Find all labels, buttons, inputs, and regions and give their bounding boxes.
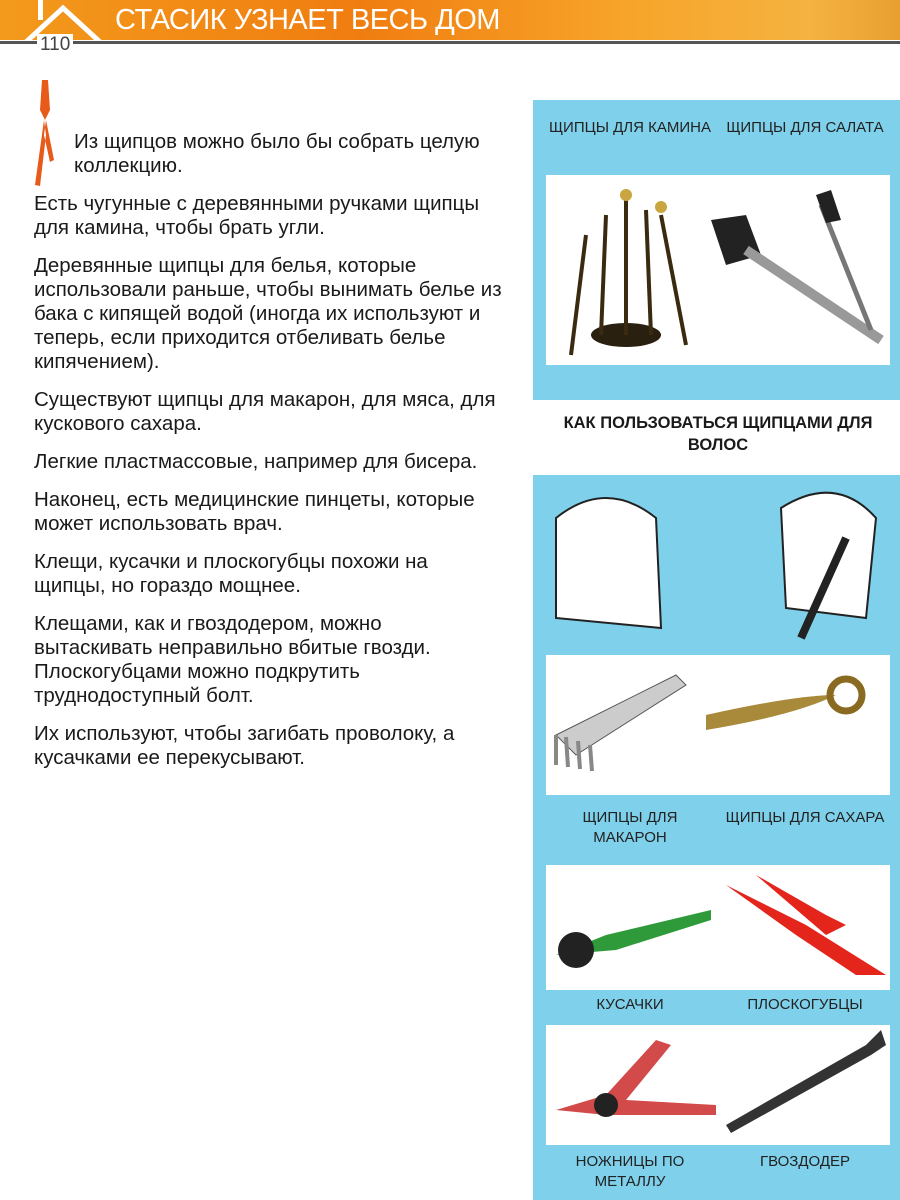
paragraph: Из щипцов можно было бы собрать целую коллекцию. <box>74 130 480 177</box>
shears-crowbar-illustration <box>546 1025 890 1145</box>
label-sugar-tongs: ЩИПЦЫ ДЛЯ САХАРА <box>725 809 885 826</box>
image-fireplace-salad-tongs <box>546 175 890 365</box>
paragraph: Их используют, чтобы загибать проволоку, а кусачками ее перекусывают. <box>34 722 455 769</box>
page-number: 110 <box>37 34 73 56</box>
hair-illustration <box>546 478 890 648</box>
label-pasta-tongs: ЩИПЦЫ ДЛЯ МАКАРОН <box>582 809 678 846</box>
image-hair-tongs <box>546 478 890 648</box>
paragraph: Деревянные щипцы для белья, которые использовали раньше, чтобы вынимать белье из бака с кипящей водой (иногда их используют и теперь, если приходится отбеливать белье кипячением). <box>34 254 502 373</box>
image-shears-crowbar <box>546 1025 890 1145</box>
paragraph: Клещами, как и гвоздодером, можно вытаскивать неправильно вбитые гвозди. Плоскогубцами можно подкрутить труднодоступный болт. <box>34 612 431 707</box>
label-cutters: КУСАЧКИ <box>596 996 664 1013</box>
label-metal-shears: НОЖНИЦЫ ПО МЕТАЛЛУ <box>575 1153 685 1190</box>
label-pliers: ПЛОСКОГУБЦЫ <box>747 996 863 1013</box>
chapter-title: СТАСИК УЗНАЕТ ВЕСЬ ДОМ <box>115 4 500 36</box>
image-pasta-sugar-tongs <box>546 655 890 795</box>
paragraph: Существуют щипцы для макарон, для мяса, для кускового сахара. <box>34 388 496 435</box>
header-rule <box>0 41 900 44</box>
label-crowbar: ГВОЗДОДЕР <box>759 1153 851 1170</box>
label-salad-tongs: ЩИПЦЫ ДЛЯ САЛАТА <box>726 119 884 136</box>
paragraph: Есть чугунные с деревянными ручками щипцы для камина, чтобы брать угли. <box>34 192 480 239</box>
paragraph: Наконец, есть медицинские пинцеты, которые может использовать врач. <box>34 488 475 535</box>
paragraph: Легкие пластмассовые, например для бисера. <box>34 450 478 473</box>
pliers-illustration <box>546 865 890 990</box>
tongs-illustration <box>546 655 890 795</box>
paragraph: Клещи, кусачки и плоскогубцы похожи на щипцы, но гораздо мощнее. <box>34 550 428 597</box>
image-cutters-pliers <box>546 865 890 990</box>
label-fireplace-tongs: ЩИПЦЫ ДЛЯ КАМИНА <box>548 119 712 136</box>
hair-tongs-heading: КАК ПОЛЬЗОВАТЬСЯ ЩИПЦАМИ ДЛЯ ВОЛОС <box>563 414 873 454</box>
tongs-illustration <box>546 175 890 365</box>
body-text <box>34 130 504 784</box>
